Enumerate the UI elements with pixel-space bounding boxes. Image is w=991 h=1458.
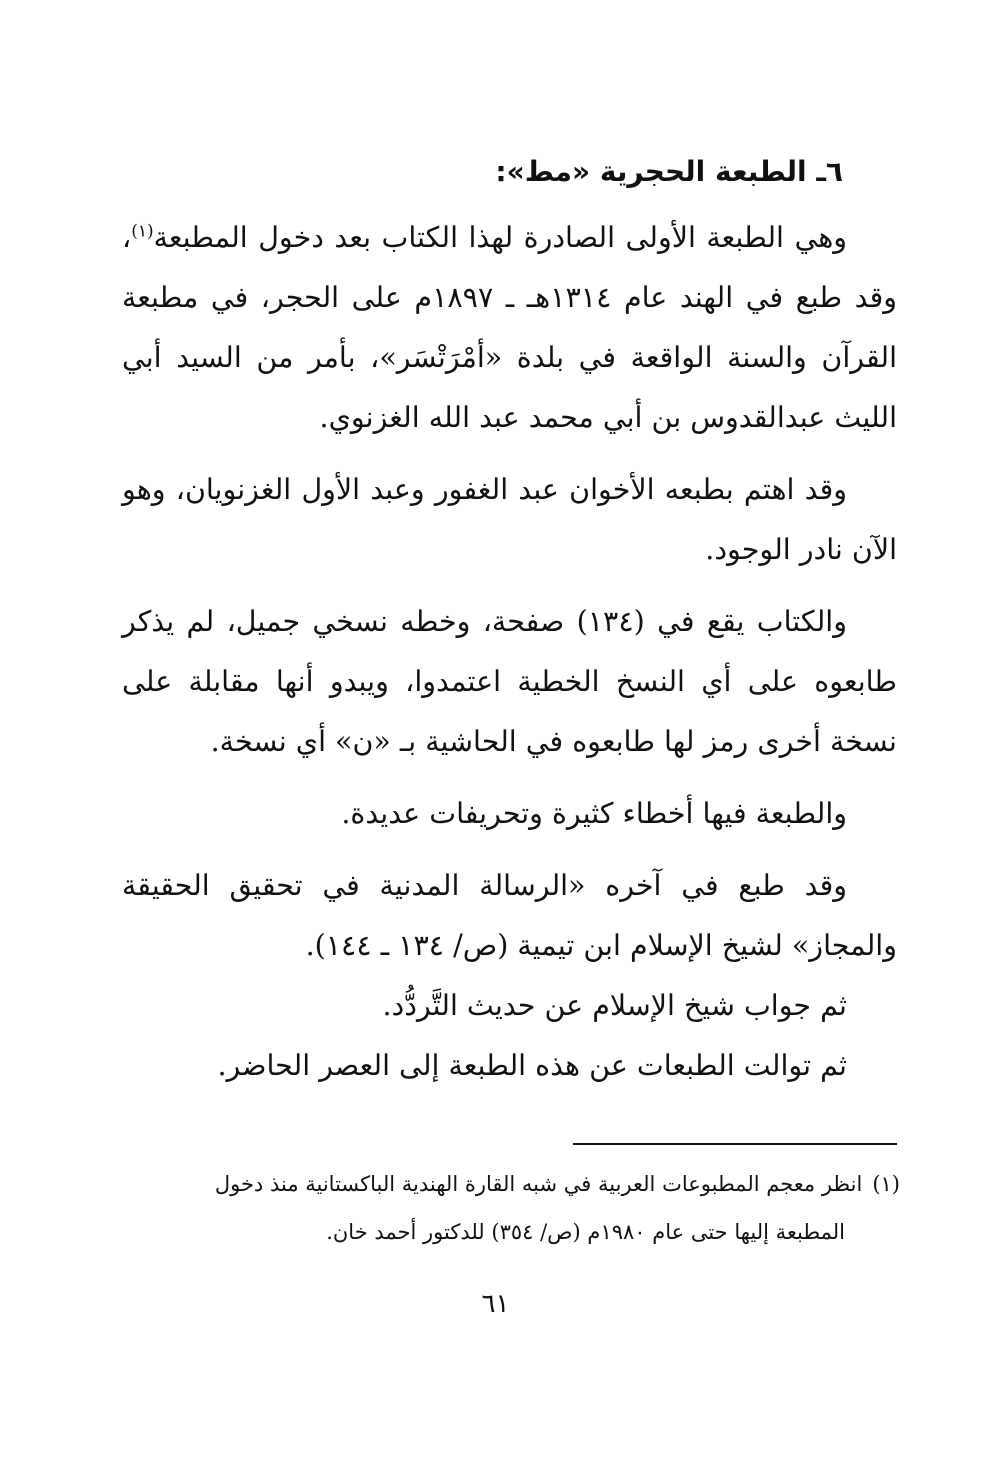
paragraph-text-continued: ، وقد طبع في الهند عام ١٣١٤هـ ـ ١٨٩٧م على الحجر، في مطبعة القرآن والسنة الواقعة في بلدة «أمْرَتْسَر»، بأمر من السيد أبي الليث عبدالقدوس بن أبي محمد عبد الله الغزنوي.: [122, 221, 897, 434]
footnote-divider: [573, 1143, 897, 1145]
page-number: ٦١: [481, 1289, 510, 1319]
paragraph-errors: والطبعة فيها أخطاء كثيرة وتحريفات عديدة.: [341, 797, 847, 830]
paragraph-later-editions: ثم توالت الطبعات عن هذه الطبعة إلى العصر الحاضر.: [217, 1049, 847, 1082]
paragraph-text: وهي الطبعة الأولى الصادرة لهذا الكتاب بعد دخول المطبعة: [153, 221, 847, 254]
paragraph-answer: ثم جواب شيخ الإسلام عن حديث التَّردُّد.: [382, 989, 847, 1022]
paragraph-first-edition: [122, 208, 897, 448]
paragraph-description: والكتاب يقع في (١٣٤) صفحة، وخطه نسخي جميل، لم يذكر طابعوه على أي النسخ الخطية اعتمدوا، ويبدو أنها مقابلة على نسخة أخرى رمز لها طابعوه في الحاشية بـ «ن» أي نسخة.: [122, 605, 897, 758]
footnote-reference: (١): [131, 221, 154, 242]
footnote-number: (١): [872, 1172, 900, 1196]
footnote-line-1: انظر معجم المطبوعات العربية في شبه القارة الهندية الباكستانية منذ دخول: [214, 1172, 863, 1196]
section-heading: ٦ـ الطبعة الحجرية «مط»:: [495, 155, 843, 188]
footnote-line-2: المطبعة إليها حتى عام ١٩٨٠م (ص/ ٣٥٤) للدكتور أحمد خان.: [326, 1220, 845, 1244]
paragraph-publishers: وقد اهتم بطبعه الأخوان عبد الغفور وعبد الأول الغزنويان، وهو الآن نادر الوجود.: [122, 473, 897, 566]
body-text: [122, 208, 897, 1096]
footnote: [128, 1160, 900, 1256]
paragraph-appendix: وقد طبع في آخره «الرسالة المدنية في تحقيق الحقيقة والمجاز» لشيخ الإسلام ابن تيمية (ص/ ١٣٤ ـ ١٤٤).: [122, 869, 897, 962]
